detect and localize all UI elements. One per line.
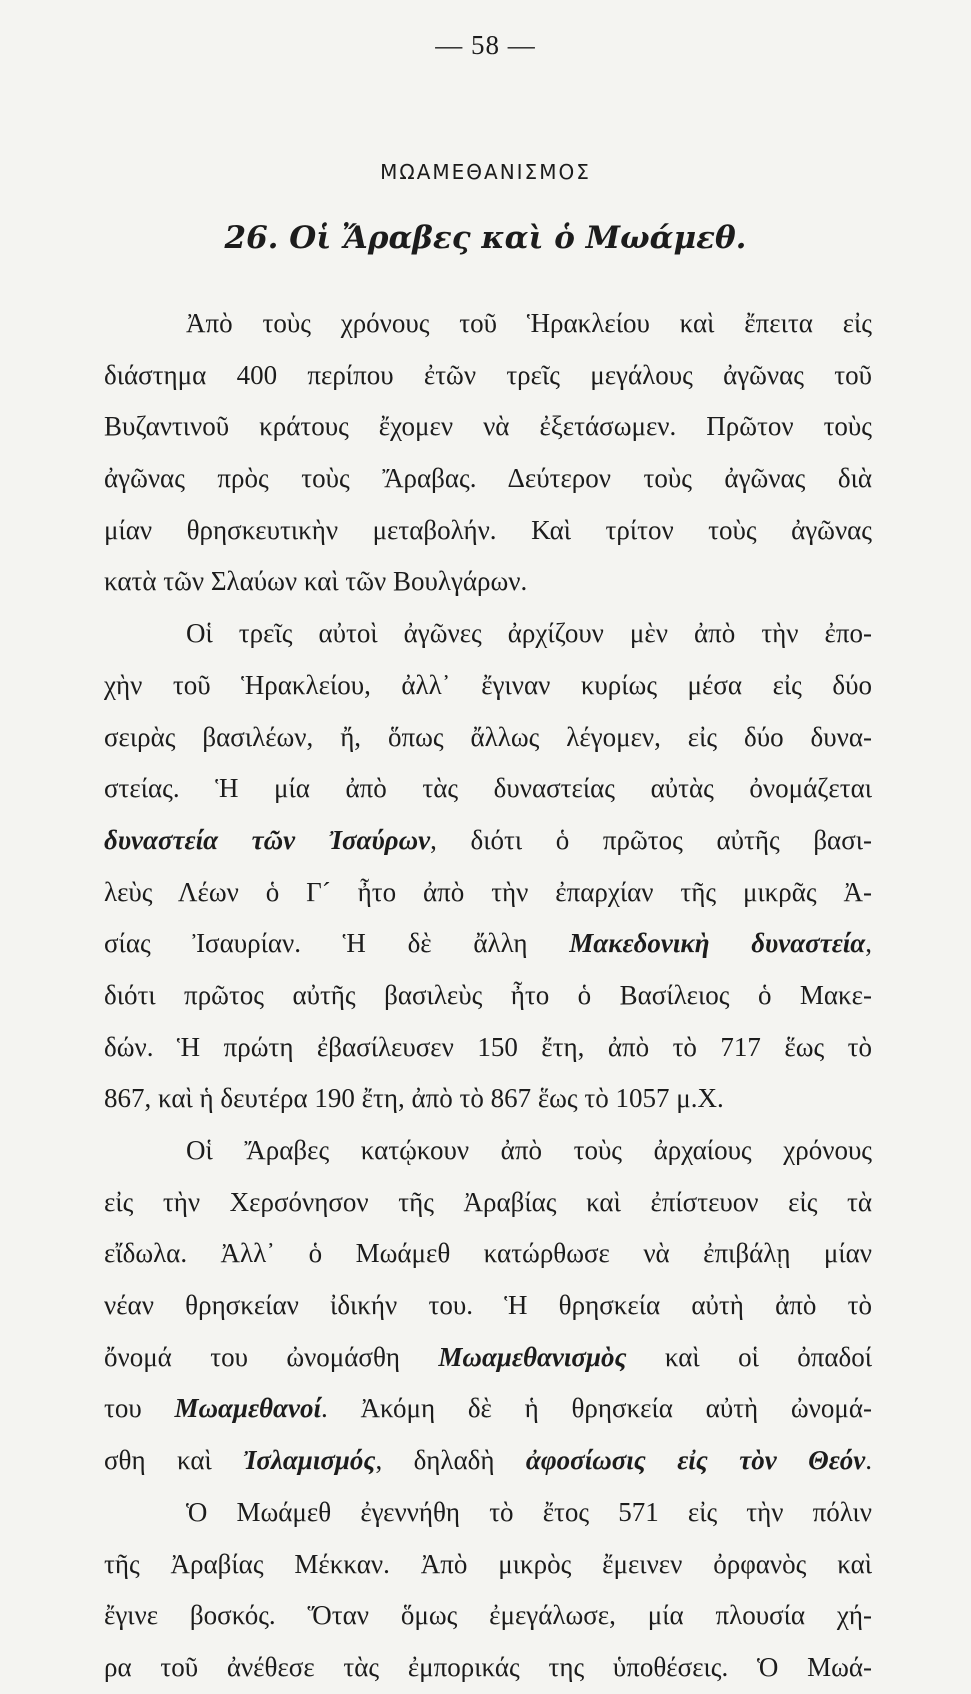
text-run: , [865, 928, 872, 959]
text-line [104, 1280, 872, 1332]
paragraph [104, 1125, 872, 1487]
text-line [104, 815, 872, 867]
text-run: Οἱ Ἄραβες κατῴκουν ἀπὸ τοὺς ἀρχαίους χρόνους [186, 1135, 872, 1165]
text-line [104, 453, 872, 505]
text-line [104, 1487, 872, 1539]
emphasis-term: ἀφοσίωσις εἰς τὸν Θεόν [525, 1445, 866, 1476]
emphasis-term: Μωαμεθανοί [174, 1393, 321, 1424]
text-run: μίαν θρησκευτικὴν μεταβολήν. Καὶ τρίτον τοὺς ἀγῶνας [104, 514, 872, 545]
text-line [104, 350, 872, 402]
text-run: , δηλαδὴ [375, 1445, 526, 1476]
text-run: εἴδωλα. Ἀλλ᾽ ὁ Μωάμεθ κατώρθωσε νὰ ἐπιβάλῃ μίαν [104, 1238, 872, 1269]
text-line [104, 970, 872, 1022]
emphasis-term: Μωαμεθανισμὸς [438, 1341, 627, 1372]
text-run: 867, καὶ ἡ δευτέρα 190 ἔτη, ἀπὸ τὸ 867 ἕως τὸ 1057 μ.Χ. [104, 1083, 724, 1114]
text-line [104, 1383, 872, 1435]
text-run: του [104, 1393, 175, 1424]
text-line [104, 401, 872, 453]
text-line [104, 1590, 872, 1642]
text-run: καὶ οἱ ὀπαδοί [626, 1341, 872, 1372]
body-text [104, 298, 872, 1694]
paragraph [104, 1487, 872, 1694]
text-line [104, 712, 872, 764]
text-run: χὴν τοῦ Ἡρακλείου, ἀλλ᾽ ἔγιναν κυρίως μέσα εἰς δύο [104, 669, 872, 700]
text-line [104, 1435, 872, 1487]
chapter-title: 26. Οἱ Ἄραβες καὶ ὁ Μωάμεθ. [224, 220, 747, 256]
text-run: κατὰ τῶν Σλαύων καὶ τῶν Βουλγάρων. [104, 566, 528, 597]
paragraph [104, 608, 872, 1125]
text-line [104, 505, 872, 557]
text-line [104, 1332, 872, 1384]
text-line [104, 608, 872, 660]
text-line [104, 1642, 872, 1694]
text-run: τῆς Ἀραβίας Μέκκαν. Ἀπὸ μικρὸς ἔμεινεν ὀρφανὸς καὶ [104, 1548, 872, 1579]
text-run: λεὺς Λέων ὁ Γ´ ἦτο ἀπὸ τὴν ἐπαρχίαν τῆς μικρᾶς Ἀ- [104, 876, 872, 907]
text-line [104, 1073, 872, 1125]
text-run: στείας. Ἡ μία ἀπὸ τὰς δυναστείας αὐτὰς ὀνομάζεται [104, 773, 872, 804]
text-run: σίας Ἰσαυρίαν. Ἡ δὲ ἄλλη [104, 928, 570, 959]
text-run: Ἀπὸ τοὺς χρόνους τοῦ Ἡρακλείου καὶ ἔπειτα εἰς [186, 308, 872, 338]
text-run: Οἱ τρεῖς αὐτοὶ ἀγῶνες ἀρχίζουν μὲν ἀπὸ τὴν ἐπο- [186, 618, 872, 649]
text-line [104, 660, 872, 712]
text-run: Ὁ Μωάμεθ ἐγεννήθη τὸ ἔτος 571 εἰς τὴν πόλιν [186, 1496, 872, 1527]
text-run: . Ἀκόμη δὲ ἡ θρησκεία αὐτὴ ὠνομά- [320, 1393, 873, 1424]
text-line [104, 1177, 872, 1229]
text-line [104, 1539, 872, 1591]
text-line [104, 1228, 872, 1280]
text-line [104, 1022, 872, 1074]
paragraph [104, 298, 872, 608]
text-line [104, 1125, 872, 1177]
text-run: . [865, 1445, 872, 1476]
text-run: ἔγινε βοσκός. Ὅταν ὅμως ἐμεγάλωσε, μία πλουσία χή- [104, 1600, 872, 1631]
text-line [104, 918, 872, 970]
text-line [104, 556, 872, 608]
text-run: σθη καὶ [104, 1445, 244, 1476]
text-run: διότι πρῶτος αὐτῆς βασιλεὺς ἦτο ὁ Βασίλειος ὁ Μακε- [104, 979, 872, 1010]
text-run: εἰς τὴν Χερσόνησον τῆς Ἀραβίας καὶ ἐπίστευον εἰς τὰ [104, 1186, 872, 1217]
section-title: ΜΩΑΜΕΘΑΝΙΣΜΟΣ [380, 160, 591, 184]
text-run: , διότι ὁ πρῶτος αὐτῆς βασι- [430, 824, 873, 855]
text-run: ρα τοῦ ἀνέθεσε τὰς ἐμπορικάς της ὑποθέσεις. Ὁ Μωά- [104, 1651, 872, 1682]
text-run: ἀγῶνας πρὸς τοὺς Ἄραβας. Δεύτερον τοὺς ἀγῶνας διὰ [104, 463, 872, 494]
text-run: Βυζαντινοῦ κράτους ἔχομεν νὰ ἐξετάσωμεν. Πρῶτον τοὺς [104, 411, 872, 442]
emphasis-term: Μακεδονικὴ δυναστεία [569, 928, 866, 959]
text-run: δών. Ἡ πρώτη ἐβασίλευσεν 150 ἔτη, ἀπὸ τὸ 717 ἕως τὸ [104, 1031, 872, 1062]
text-line [104, 763, 872, 815]
text-run: ὄνομά του ὠνομάσθη [104, 1341, 439, 1372]
page-number: — 58 — [435, 30, 536, 60]
text-run: νέαν θρησκείαν ἰδικήν του. Ἡ θρησκεία αὐτὴ ἀπὸ τὸ [104, 1290, 872, 1321]
text-line [104, 298, 872, 350]
emphasis-term: Ἰσλαμισμός [243, 1445, 376, 1476]
emphasis-term: δυναστεία τῶν Ἰσαύρων [104, 824, 431, 855]
text-line [104, 867, 872, 919]
text-run: σειρὰς βασιλέων, ἤ, ὅπως ἄλλως λέγομεν, εἰς δύο δυνα- [104, 721, 872, 752]
text-run: διάστημα 400 περίπου ἐτῶν τρεῖς μεγάλους ἀγῶνας τοῦ [104, 359, 872, 390]
